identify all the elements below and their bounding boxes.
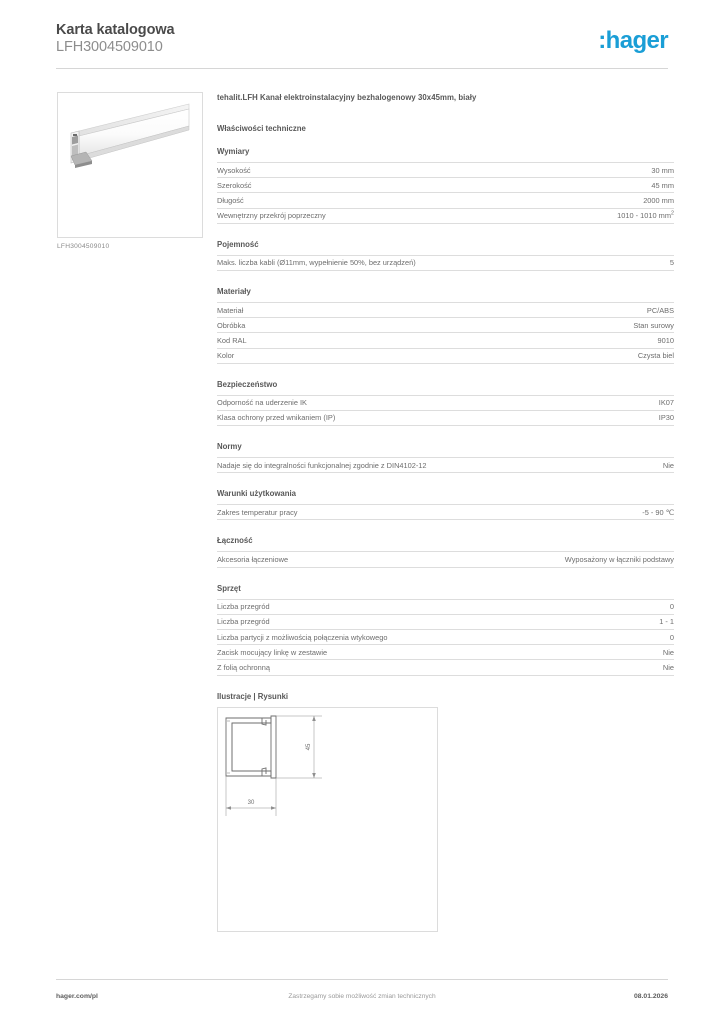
- table-row: [217, 208, 674, 223]
- page-header: [56, 22, 668, 68]
- spec-value-text: 1010 - 1010 mm: [617, 211, 671, 221]
- spec-value-superscript: 2: [671, 210, 674, 217]
- spec-table: [217, 457, 674, 473]
- spec-group: [217, 240, 674, 271]
- spec-value: 30 mm: [446, 163, 675, 178]
- product-illustration: [58, 93, 200, 235]
- spec-label: Obróbka: [217, 318, 446, 333]
- spec-value: Nie: [446, 458, 675, 473]
- spec-label: Z folią ochronną: [217, 660, 446, 675]
- hager-logo: :hager: [598, 27, 668, 54]
- table-row: [217, 178, 674, 193]
- dimension-height-label: 45: [306, 743, 312, 750]
- page-title: Karta katalogowa: [56, 22, 175, 38]
- product-description: tehalit.LFH Kanał elektroinstalacyjny bezhalogenowy 30x45mm, biały: [217, 93, 477, 102]
- spec-value: IK07: [446, 395, 675, 410]
- spec-group: [217, 287, 674, 364]
- technical-properties-heading: Właściwości techniczne: [217, 124, 306, 133]
- spec-label: Odporność na uderzenie IK: [217, 395, 446, 410]
- table-row: [217, 552, 674, 567]
- spec-label: Akcesoria łączeniowe: [217, 552, 446, 567]
- spec-value: Nie: [446, 660, 675, 675]
- spec-value: Czysta biel: [446, 348, 675, 363]
- spec-label: Liczba przegród: [217, 614, 446, 629]
- spec-label: Kolor: [217, 348, 446, 363]
- spec-label: Zakres temperatur pracy: [217, 505, 446, 520]
- table-row: [217, 614, 674, 629]
- spec-group-title: Materiały: [217, 286, 251, 296]
- spec-label: Szerokość: [217, 178, 446, 193]
- spec-value: PC/ABS: [446, 302, 675, 317]
- spec-group: [217, 536, 674, 567]
- specifications-content: [217, 92, 674, 932]
- table-row: [217, 348, 674, 363]
- spec-group: [217, 380, 674, 426]
- spec-label: Zacisk mocujący linkę w zestawie: [217, 645, 446, 660]
- technical-drawing: [217, 707, 438, 932]
- table-row: [217, 193, 674, 208]
- spec-value: [446, 208, 675, 223]
- spec-group-title: Wymiary: [217, 147, 250, 156]
- dimension-width-label: 30: [247, 799, 255, 806]
- spec-value: Stan surowy: [446, 318, 675, 333]
- table-row: [217, 458, 674, 473]
- cross-section-drawing: [218, 708, 435, 929]
- footer-disclaimer: Zastrzegamy sobie możliwość zmian technicznych: [288, 993, 436, 1000]
- product-reference: LFH3004509010: [56, 39, 163, 55]
- table-row: [217, 333, 674, 348]
- spec-value: -5 - 90 ℃: [446, 505, 675, 520]
- drawings-heading: Ilustracje | Rysunki: [217, 691, 289, 701]
- header-divider: [56, 68, 668, 69]
- spec-value: 45 mm: [446, 178, 675, 193]
- spec-table: [217, 599, 674, 676]
- table-row: [217, 645, 674, 660]
- spec-table: [217, 395, 674, 426]
- spec-group-title: Bezpieczeństwo: [217, 379, 278, 389]
- spec-value: 1 - 1: [446, 614, 675, 629]
- spec-table: [217, 504, 674, 520]
- spec-label: Wysokość: [217, 163, 446, 178]
- spec-group-title: Pojemność: [217, 239, 259, 249]
- table-row: [217, 410, 674, 425]
- spec-label: Liczba przegród: [217, 599, 446, 614]
- spec-table: [217, 551, 674, 567]
- table-row: [217, 660, 674, 675]
- spec-value: 9010: [446, 333, 675, 348]
- table-row: [217, 255, 674, 270]
- spec-table: [217, 302, 674, 364]
- footer-date: 08.01.2026: [633, 993, 668, 1000]
- page-footer: [56, 993, 668, 1005]
- spec-value: Wyposażony w łączniki podstawy: [446, 552, 675, 567]
- spec-value: 5: [446, 255, 675, 270]
- spec-table: [217, 255, 674, 271]
- table-row: [217, 630, 674, 645]
- spec-groups: [217, 147, 674, 676]
- spec-table: [217, 162, 674, 224]
- spec-label: Nadaje się do integralności funkcjonalnej zgodnie z DIN4102-12: [217, 458, 446, 473]
- table-row: [217, 599, 674, 614]
- spec-label: Maks. liczba kabli (Ø11mm, wypełnienie 50%, bez urządzeń): [217, 255, 446, 270]
- spec-value: 0: [446, 630, 675, 645]
- table-row: [217, 163, 674, 178]
- spec-group: [217, 442, 674, 473]
- spec-value: 0: [446, 599, 675, 614]
- table-row: [217, 505, 674, 520]
- spec-label: Liczba partycji z możliwością połączenia wtykowego: [217, 630, 446, 645]
- table-row: [217, 302, 674, 317]
- table-row: [217, 395, 674, 410]
- spec-value: Nie: [446, 645, 675, 660]
- spec-group-title: Warunki użytkowania: [217, 489, 296, 499]
- spec-group: [217, 489, 674, 520]
- spec-group-title: Normy: [217, 442, 242, 452]
- spec-group: [217, 147, 674, 224]
- spec-label: Długość: [217, 193, 446, 208]
- product-image-caption: LFH3004509010: [57, 243, 110, 250]
- product-image: [57, 92, 203, 238]
- spec-group-title: Łączność: [217, 536, 253, 546]
- footer-website[interactable]: hager.com/pl: [56, 993, 98, 1000]
- spec-value: 2000 mm: [446, 193, 675, 208]
- spec-group-title: Sprzęt: [217, 583, 241, 593]
- table-row: [217, 318, 674, 333]
- footer-divider: [56, 979, 668, 980]
- spec-label: Wewnętrzny przekrój poprzeczny: [217, 208, 446, 223]
- spec-label: Klasa ochrony przed wnikaniem (IP): [217, 410, 446, 425]
- spec-label: Materiał: [217, 302, 446, 317]
- spec-group: [217, 584, 674, 676]
- spec-label: Kod RAL: [217, 333, 446, 348]
- spec-value: IP30: [446, 410, 675, 425]
